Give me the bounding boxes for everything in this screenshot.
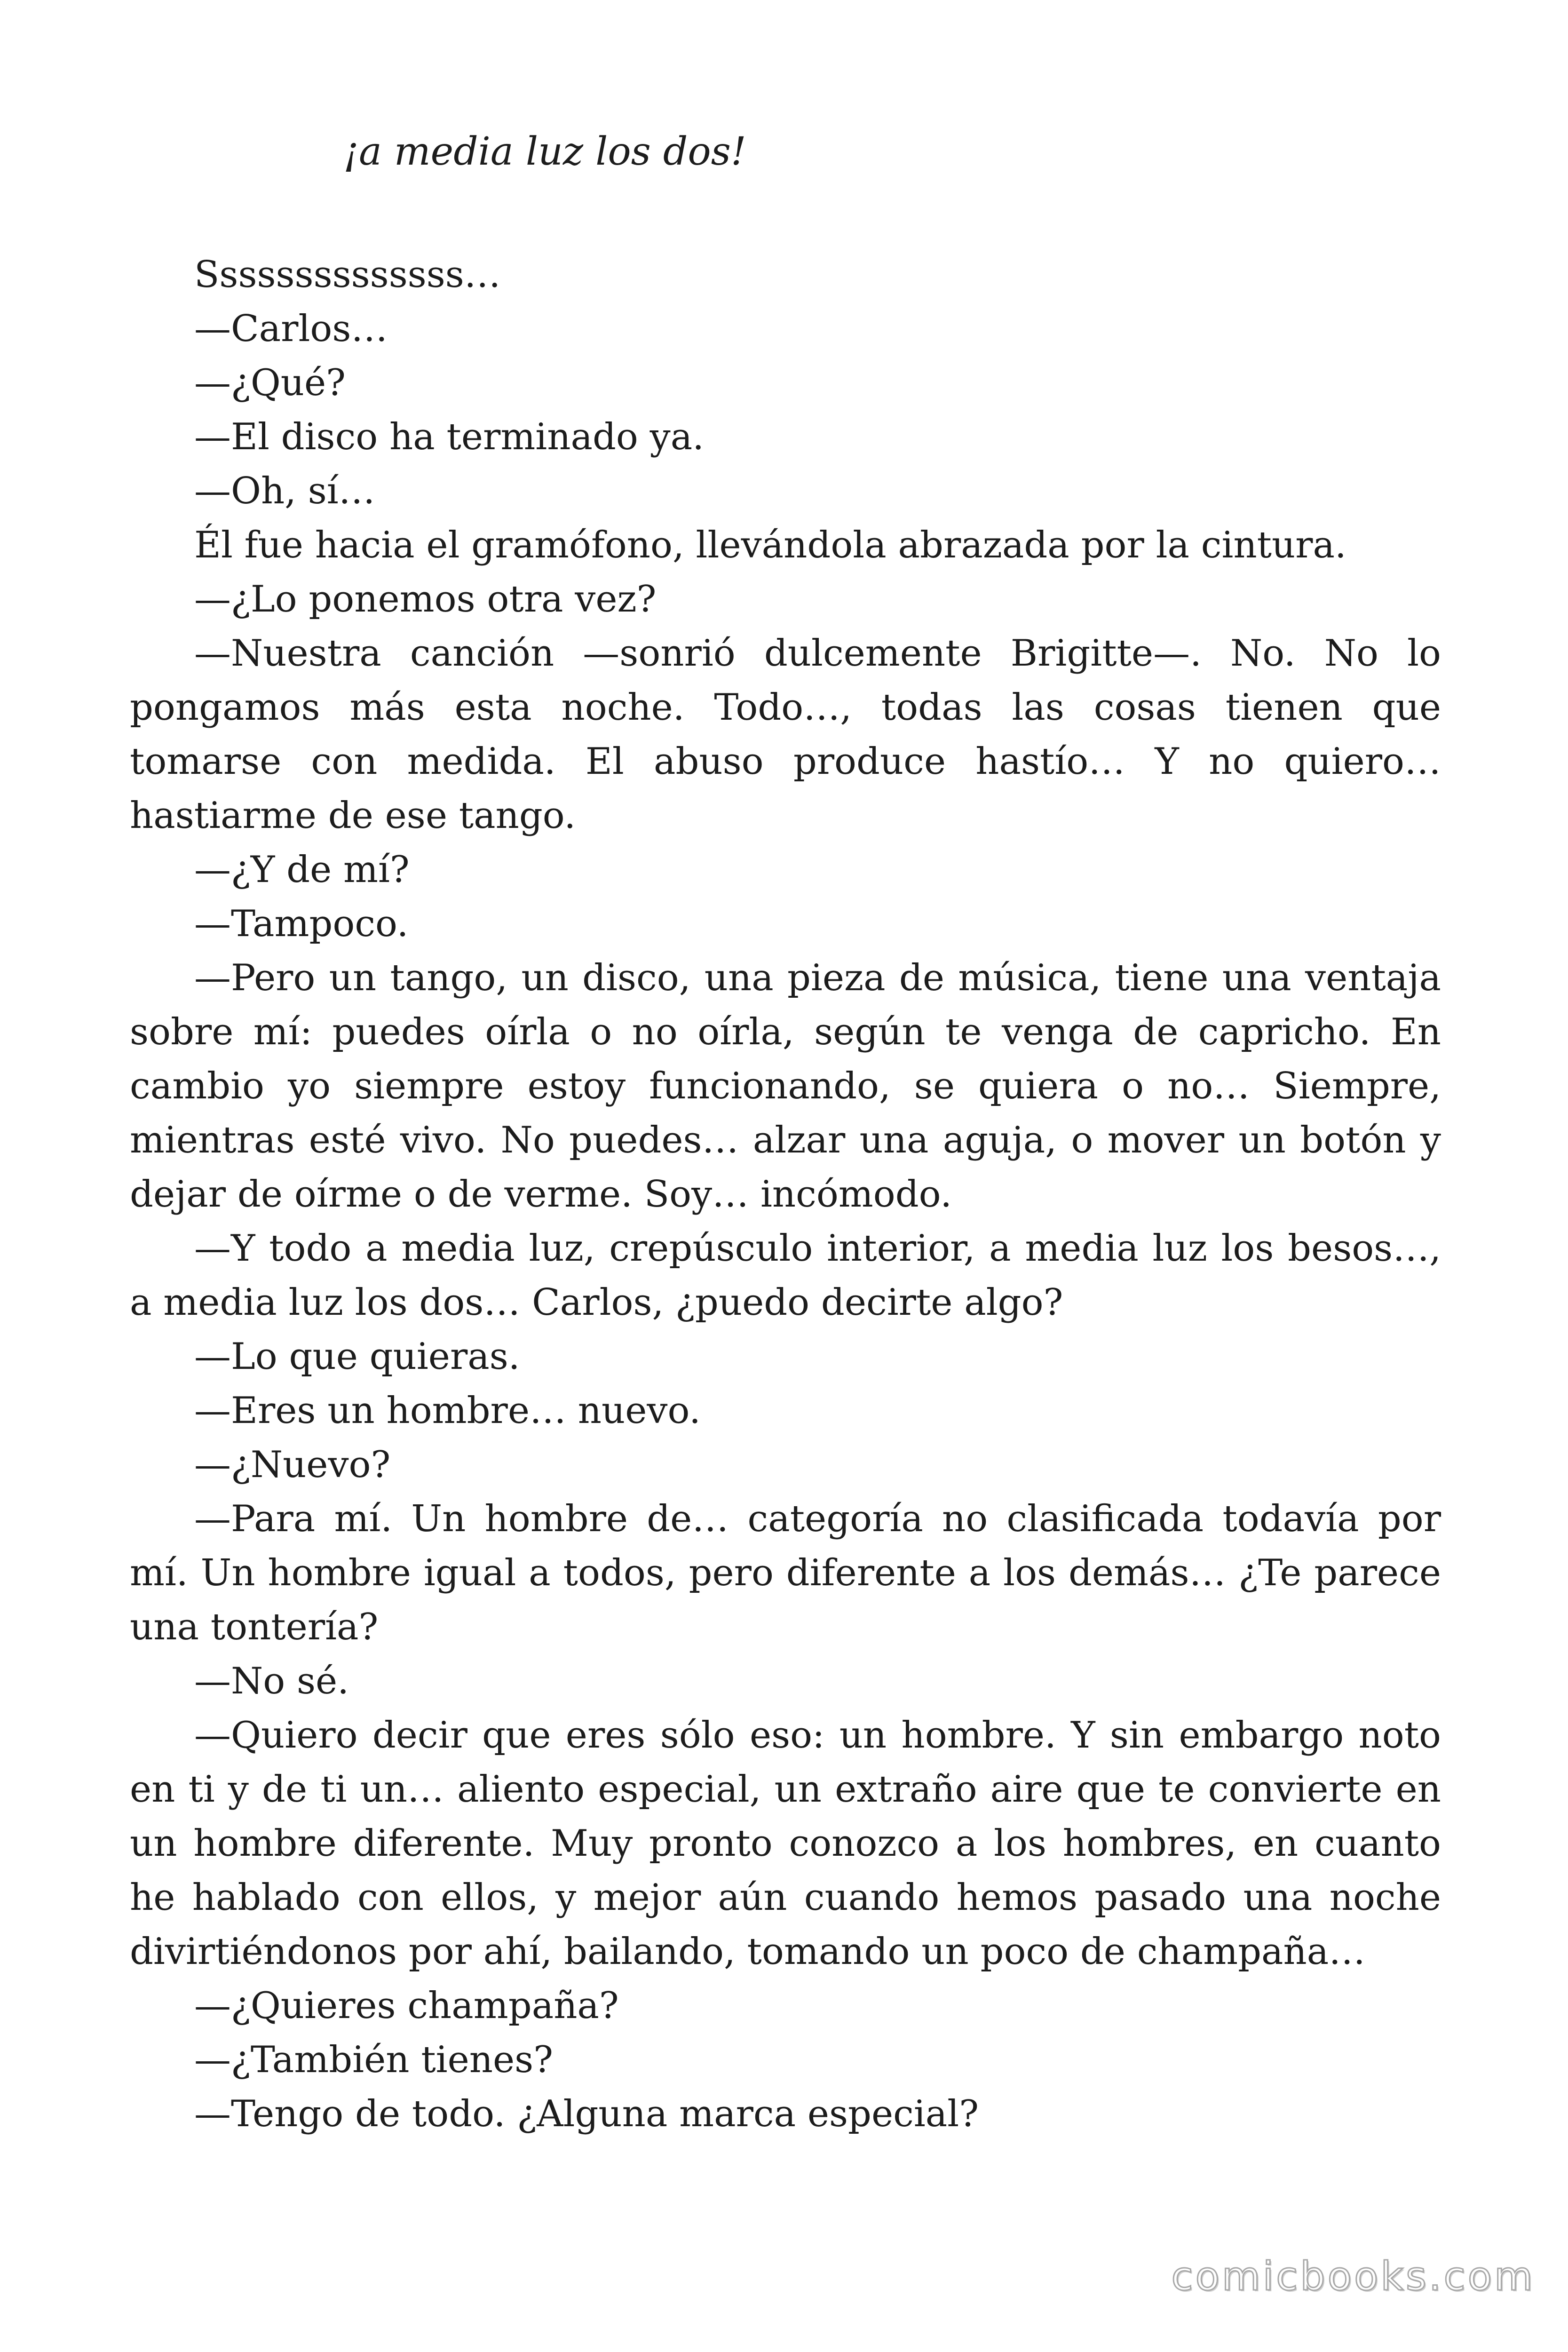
paragraph: —¿También tienes? — [194, 2039, 554, 2081]
paragraph: —Tengo de todo. ¿Alguna marca especial? — [194, 2093, 979, 2135]
body-text — [130, 248, 1441, 2141]
paragraph: —No sé. — [194, 1660, 349, 1702]
paragraph: —Nuestra canción —sonrió dulcemente Brigitte—. No. No lo pongamos más esta noche. Todo…, todas las cosas tienen que tomarse con medida. El abuso produce hastío… Y no quiero… hastiarme de ese tango. — [130, 632, 1441, 837]
paragraph: —¿Qué? — [194, 362, 346, 404]
paragraph: Él fue hacia el gramófono, llevándola abrazada por la cintura. — [194, 524, 1346, 566]
paragraph: —Eres un hombre… nuevo. — [194, 1390, 701, 1432]
paragraph: Ssssssssssssss… — [194, 254, 501, 296]
epigraph: ¡a media luz los dos! — [343, 129, 746, 174]
paragraph: —Y todo a media luz, crepúsculo interior, a media luz los besos…, a media luz los dos… Carlos, ¿puedo decirte algo? — [130, 1227, 1441, 1324]
paragraph: —Quiero decir que eres sólo eso: un hombre. Y sin embargo noto en ti y de ti un… aliento especial, un extraño aire que te convierte en un hombre diferente. Muy pronto conozco a los hombres, en cuanto he hablado con ellos, y mejor aún cuando hemos pasado una noche divirtiéndonos por ahí, bailando, tomando un poco de champaña… — [130, 1714, 1441, 1973]
paragraph: —Pero un tango, un disco, una pieza de música, tiene una ventaja sobre mí: puedes oírla o no oírla, según te venga de capricho. En cambio yo siempre estoy funcionando, se quiera o no… Siempre, mientras esté vivo. No puedes… alzar una aguja, o mover un botón y dejar de oírme o de verme. Soy… incómodo. — [130, 957, 1441, 1216]
paragraph: —Tampoco. — [194, 903, 409, 945]
paragraph: —¿Quieres champaña? — [194, 1985, 619, 2027]
paragraph: —Lo que quieras. — [194, 1335, 520, 1378]
paragraph: —Para mí. Un hombre de… categoría no clasificada todavía por mí. Un hombre igual a todos, pero diferente a los demás… ¿Te parece una tontería? — [130, 1498, 1441, 1648]
watermark: comicbooks.com — [1171, 2253, 1535, 2299]
paragraph: —¿Y de mí? — [194, 849, 410, 891]
paragraph: —¿Lo ponemos otra vez? — [194, 578, 657, 620]
paragraph: —El disco ha terminado ya. — [194, 416, 705, 458]
paragraph: —¿Nuevo? — [194, 1444, 391, 1486]
paragraph: —Oh, sí… — [194, 470, 375, 512]
paragraph: —Carlos… — [194, 308, 388, 350]
